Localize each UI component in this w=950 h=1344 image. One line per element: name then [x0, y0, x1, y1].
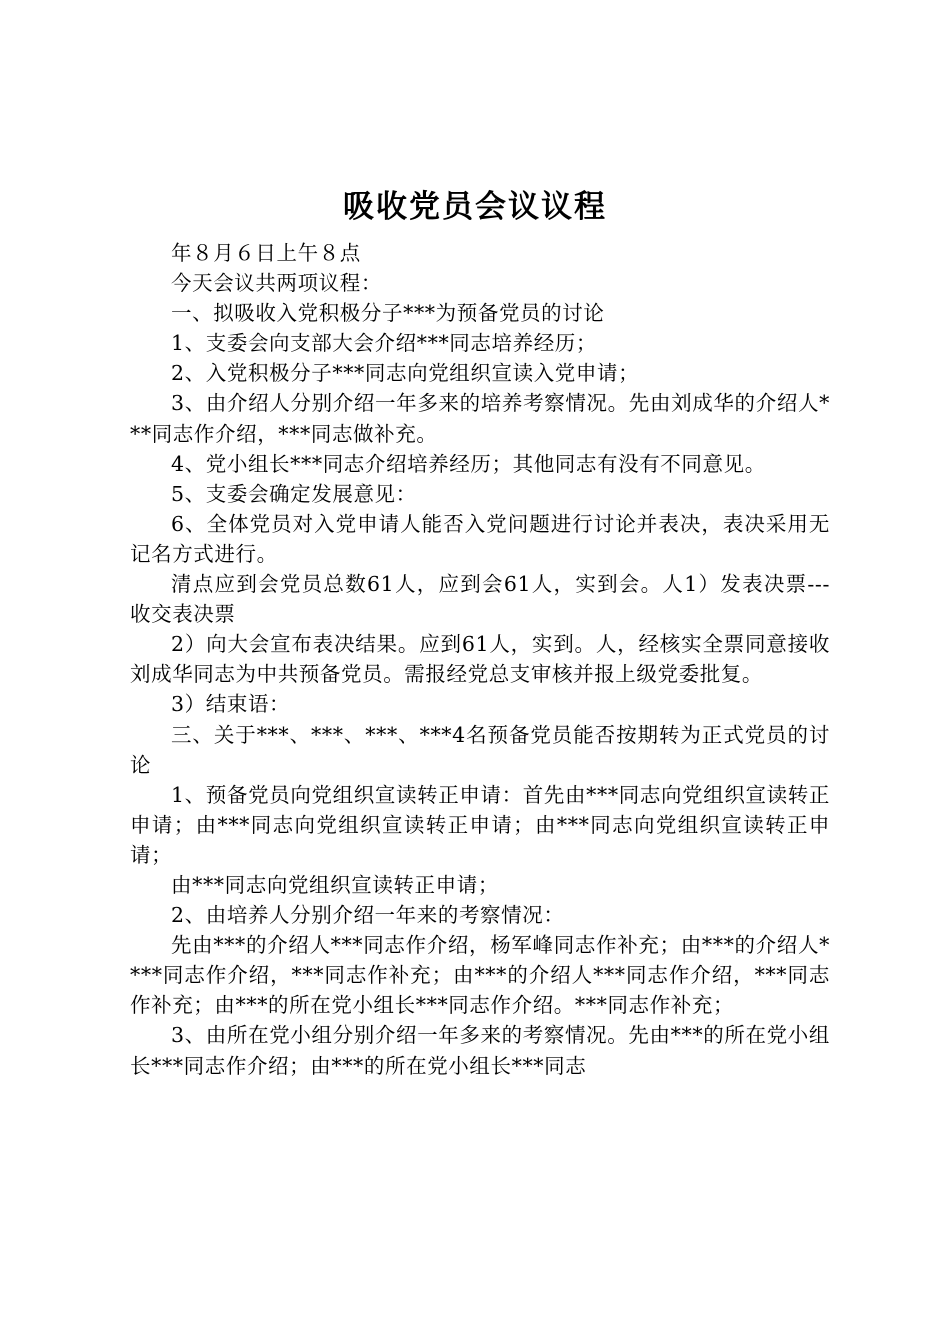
paragraph: 5、支委会确定发展意见：	[171, 481, 417, 506]
document-body	[130, 238, 830, 1081]
paragraph: 由***同志向党组织宣读转正申请；	[171, 872, 499, 897]
document-title: 吸收党员会议议程	[343, 189, 607, 225]
paragraph: 2、入党积极分子***同志向党组织宣读入党申请；	[171, 361, 640, 386]
paragraph: 1、预备党员向党组织宣读转正申请：首先由***同志向党组织宣读转正申请；由***同志向党组织宣读转正申请；由***同志向党组织宣读转正申请；	[130, 782, 830, 867]
paragraph: 三、关于***、***、***、***4名预备党员能否按期转为正式党员的讨论	[130, 722, 830, 777]
paragraph: 今天会议共两项议程：	[171, 271, 382, 296]
paragraph: 6、全体党员对入党申请人能否入党问题进行讨论并表决，表决采用无记名方式进行。	[130, 511, 830, 566]
paragraph: 先由***的介绍人***同志作介绍，杨军峰同志作补充；由***的介绍人****同志作介绍，***同志作补充；由***的介绍人***同志作介绍，***同志作补充；由***的所在党小组长***同志作介绍。***同志作补充；	[130, 933, 830, 1018]
paragraph: 2、由培养人分别介绍一年来的考察情况：	[171, 903, 565, 928]
paragraph: 年８月６日上午８点	[171, 241, 361, 265]
paragraph: 3、由所在党小组分别介绍一年多来的考察情况。先由***的所在党小组长***同志作介绍；由***的所在党小组长***同志	[130, 1023, 830, 1078]
paragraph: 3、由介绍人分别介绍一年多来的培养考察情况。先由刘成华的介绍人***同志作介绍，***同志做补充。	[130, 391, 830, 446]
paragraph: 1、支委会向支部大会介绍***同志培养经历；	[171, 331, 597, 356]
paragraph: 4、党小组长***同志介绍培养经历；其他同志有没有不同意见。	[171, 451, 766, 476]
paragraph: 清点应到会党员总数61人，应到会61人，实到会。人1）发表决票---收交表决票	[130, 572, 830, 627]
paragraph: 3）结束语：	[171, 692, 291, 717]
paragraph: 2）向大会宣布表决结果。应到61人，实到。人，经核实全票同意接收刘成华同志为中共预备党员。需报经党总支审核并报上级党委批复。	[130, 632, 830, 687]
paragraph: 一、拟吸收入党积极分子***为预备党员的讨论	[171, 301, 605, 326]
